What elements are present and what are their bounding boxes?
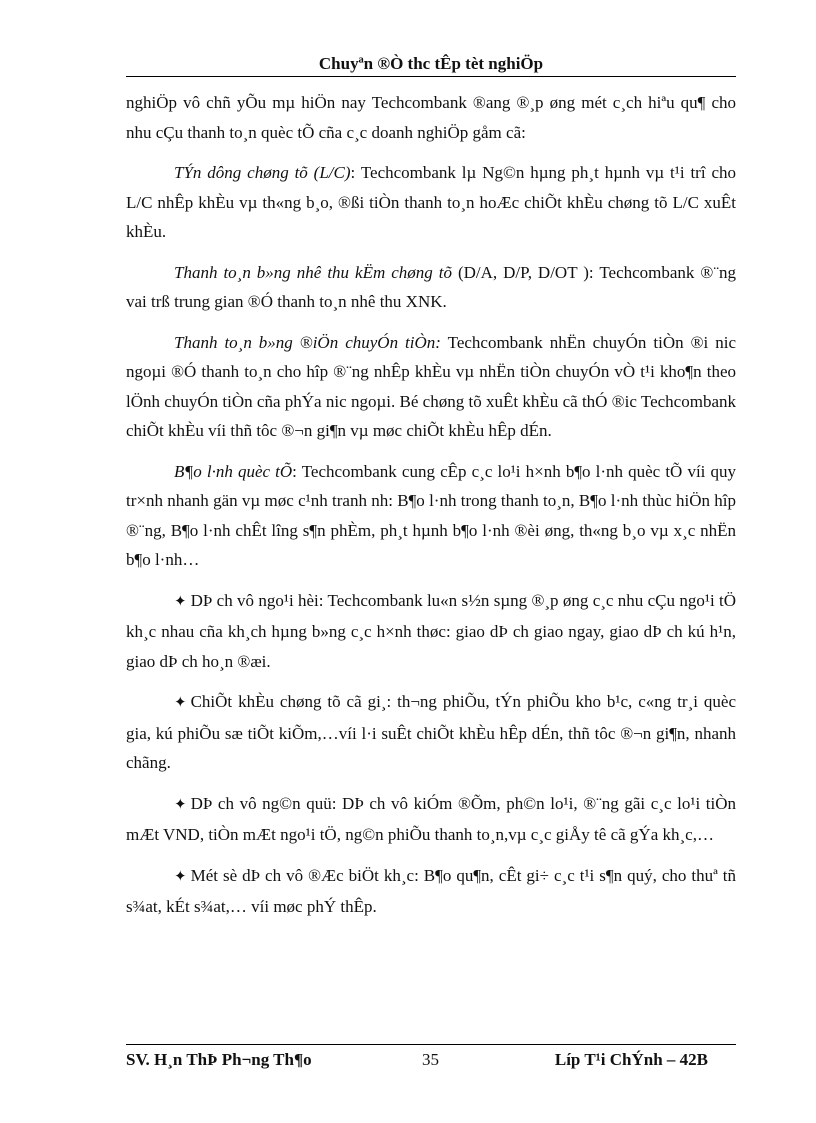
- paragraph-text: (D/A, D/P, D/OT ): Techcombank ®¨ng vai trß trung gian ®Ó thanh to¸n nhê thu XNK.: [126, 262, 736, 311]
- page-header-title: Chuyªn ®Ò thc tÊp tèt nghiÖp: [318, 54, 544, 73]
- paragraph-transfer: [126, 328, 736, 446]
- header-divider: [126, 76, 736, 77]
- bullet-text: ChiÕt khÈu chøng tõ cã gi¸: th¬ng phiÕu, tÝn phiÕu kho b¹c, c«ng tr¸i quèc gia, kú phiÕu sæ tiÕt kiÕm,…víi l·i suÊt chiÕt khÈu hÊp dÉn, thñ tôc ®¬n gi¶n, nhanh chãng.: [126, 692, 736, 772]
- term-heading: Thanh to¸n b»ng ®iÖn chuyÓn tiÒn:: [174, 332, 441, 352]
- paragraph: nghiÖp vô chñ yÕu mµ hiÖn nay Techcombank ®ang ®¸p øng mét c¸ch hiªu qu¶ cho nhu cÇu thanh to¸n quèc tÕ cña c¸c doanh nghiÖp gåm cã:: [126, 93, 736, 142]
- paragraph-guarantee: [126, 457, 736, 575]
- paragraph-collection: [126, 258, 736, 317]
- bullet-item-treasury: [126, 789, 736, 850]
- paragraph-lc: [126, 158, 736, 247]
- page-footer: [126, 1050, 736, 1074]
- footer-student-name: SV. H¸n ThÞ Ph¬ng Th¶o: [126, 1050, 312, 1069]
- four-point-star-icon: ✦: [174, 868, 187, 885]
- term-heading: TÝn dông chøng tõ (L/C): [174, 163, 351, 182]
- term-heading: Thanh to¸n b»ng nhê thu kËm chøng tõ: [174, 262, 452, 282]
- bullet-item-special: [126, 861, 736, 922]
- bullet-item-discount: [126, 687, 736, 778]
- term-heading: B¶o l·nh quèc tÕ: [174, 461, 293, 481]
- paragraph-text: : Techcombank cung cÊp c¸c lo¹i h×nh b¶o l·nh quèc tÕ víi quy tr×nh nhanh gän vµ møc c¹nh tranh nh: B¶o l·nh trong thanh to¸n, B¶o l·nh thùc hiÖn hîp ®¨ng, B¶o l·nh chÊt lîng s¶n phÈm, ph¸t hµnh b¶o l·nh ®èi øng, th«ng b¸o vµ x¸c nhËn b¶o l·nh…: [126, 461, 736, 569]
- bullet-text: DÞ ch vô ngo¹i hèi: Techcombank lu«n s½n sµng ®¸p øng c¸c nhu cÇu ngo¹i tÖ kh¸c nhau cña kh¸ch hµng b»ng c¸c h×nh thøc: giao dÞ ch giao ngay, giao dÞ ch kú h¹n, giao dÞ ch ho¸n ®æi.: [126, 590, 736, 671]
- four-point-star-icon: ✦: [174, 695, 187, 711]
- bullet-text: DÞ ch vô ng©n quü: DÞ ch vô kiÓm ®Õm, ph©n lo¹i, ®¨ng gãi c¸c lo¹i tiÒn mÆt VND, tiÒn mÆt ngo¹i tÖ, ng©n phiÕu thanh to¸n,vµ c¸c giÅy tê cã gÝa kh¸c,…: [126, 793, 736, 844]
- paragraph-text: Techcombank nhËn chuyÓn tiÒn ®i nic ngoµi ®Ó thanh to¸n cho hîp ®¨ng nhÊp khÈu vµ nhËn tiÒn chuyÓn vÒ t¹i kho¶n theo lÖnh chuyÓn tiÒn cña phÝa nic ngoµi. Bé chøng tõ xuÊt khÈu cã thÓ ®ic Techcombank chiÕt khÈu víi thñ tôc ®¬n gi¶n vµ møc chiÕt khÈu hÊp dÉn.: [126, 332, 736, 440]
- bullet-text: Mét sè dÞ ch vô ®Æc biÖt kh¸c: B¶o qu¶n, cÊt gi÷ c¸c t¹i s¶n quý, cho thuª tñ s¾at, kÉt s¾at,… víi møc phÝ thÊp.: [126, 865, 736, 916]
- page-number: 35: [422, 1050, 439, 1069]
- footer-class-name: Líp T¹i ChÝnh – 42B: [554, 1050, 708, 1069]
- footer-divider: [126, 1044, 736, 1045]
- paragraph-text: : Techcombank lµ Ng©n hµng ph¸t hµnh vµ t¹i trî cho L/C nhÊp khÈu vµ th«ng b¸o, ®ßi tiÒn thanh to¸n hoÆc chiÕt khÈu chøng tõ L/C xuÊt khÈu.: [126, 163, 736, 241]
- document-body: [126, 88, 736, 933]
- four-point-star-icon: ✦: [174, 796, 187, 813]
- four-point-star-icon: ✦: [174, 593, 187, 610]
- bullet-item-fx: [126, 586, 736, 677]
